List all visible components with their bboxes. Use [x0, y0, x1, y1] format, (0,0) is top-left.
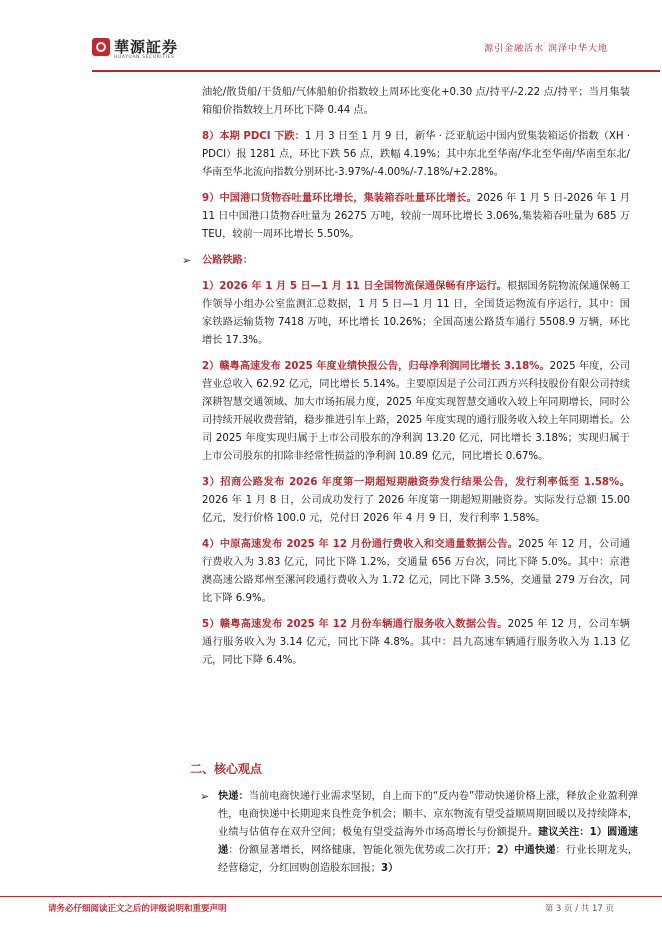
paragraph-item-9 — [202, 190, 630, 244]
express-zto-heading: 2）中通快递 — [496, 845, 556, 856]
road-2-heading: 2）赣粤高速发布 2025 年度业绩快报公告，归母净利润同比增长 3.18%。 — [202, 361, 550, 372]
company-logo-english: HUAYUAN SECURITIES — [114, 55, 175, 60]
express-focus-heading: 建议关注：1）圆通速递 — [218, 827, 638, 856]
express-label: 快递： — [218, 791, 249, 802]
item-9-text: 2026 年 1 月 5 日-2026 年 1 月 11 日中国港口货物吞吐量为 26275 万吨，较前一周环比增长 3.06%,集装箱吞吐量为 685 万 TEU，较前一周环比增长 5.50%。 — [202, 193, 630, 240]
express-text-1: 当前电商快递行业需求坚韧，自上而下的“反内卷”带动快递价格上涨，释放企业盈利弹性，电商快递中长期迎来良性竞争机会；顺丰、京东物流有望受益顺周期回暖以及持续降本，业绩与估值存在双升空间；极兔有望受益海外市场高增长与份额提升。 — [218, 791, 639, 838]
road-rail-bullet — [182, 252, 630, 270]
express-bullet — [200, 788, 639, 878]
road-2-text: 2025 年度，公司营业总收入 62.92 亿元，同比增长 5.14%。主要原因是子公司江西方兴科技股份有限公司持续深耕智慧交通领域、加大市场拓展力度，2025 年度实现智慧交通收入较上年同期增长，同时公司持续开展收费营销，稳步推进引车上路，2025 年度实现的通行服务收入较上年同期增长。公司 2025 年度实现归属于上市公司股东的净利润 13.20 亿元，同比增长 3.18%；实现归属于上市公司股东的扣除非经常性损益的净利润 10.89 亿元，同比增长 0.67%。 — [202, 361, 630, 462]
page-header — [0, 0, 662, 70]
paragraph-item-8 — [202, 128, 630, 182]
express-text-2: ：份额显著增长，网络健康，智能化领先优势或二次打开； — [228, 845, 497, 856]
paragraph-road-1 — [202, 278, 630, 350]
item-8-text: 1 月 3 日至 1 月 9 日，新华 · 泛亚航运中国内贸集装箱运价指数（XH · PDCI）报 1281 点，环比下跌 56 点，跌幅 4.19%；其中东北至华南/华北至华南/华南至东北/华南至华北流向指数分别环比-3.97%/-4.00%/-7.18%/+2.28%。 — [202, 131, 630, 178]
road-3-text: 2026 年 1 月 8 日，公司成功发行了 2026 年度第一期超短期融资券。实际发行总额 15.00 亿元，发行价格 100.0 元，兑付日 2026 年 4 月 9 日，发行利率 1.58%。 — [202, 495, 630, 524]
company-logo-name: 華源証券 — [114, 38, 179, 56]
road-4-text: 2025 年 12 月，公司通行费收入为 3.83 亿元，同比下降 1.2%，交通量 656 万台次，同比下降 5.0%。其中：京港澳高速公路郑州至漯河段通行费收入为 1.72 亿元，同比下降 3.5%，交通量 279 万台次，同比下降 6.9%。 — [202, 539, 630, 604]
paragraph-road-5 — [202, 616, 630, 670]
road-5-text: 2025 年 12 月，公司车辆通行服务收入为 3.14 亿元，同比下降 4.8%。其中：昌九高速车辆通行服务收入为 1.13 亿元，同比下降 6.4%。 — [202, 619, 630, 666]
express-tail: 3） — [381, 863, 399, 874]
road-5-heading: 5）赣粤高速发布 2025 年 12 月份车辆通行服务收入数据公告。 — [202, 619, 508, 630]
footer-disclaimer: 请务必仔细阅读正文之后的评级说明和重要声明 — [48, 904, 227, 914]
core-views-body — [200, 788, 639, 878]
road-rail-heading: 公路铁路： — [202, 255, 253, 266]
road-4-heading: 4）中原高速发布 2025 年 12 月份通行费收入和交通量数据公告。 — [202, 539, 519, 550]
report-body — [182, 84, 631, 678]
bullet-arrow-icon: ➢ — [200, 790, 210, 803]
road-1-text: 根据国务院物流保通保畅工作领导小组办公室监测汇总数据，1 月 5 日—1 月 11 日，全国货运物流有序运行，其中：国家铁路运输货物 7418 万吨，环比增长 10.26%；全国高速公路货车通行 5508.9 万辆，环比增长 17.3%。 — [202, 281, 631, 346]
section-heading-core-views: 二、核心观点 — [190, 762, 263, 776]
express-text-3: ：行业长期龙头，经营稳定，分红回购创造股东回报； — [218, 845, 639, 874]
paragraph-shipping-index: 油轮/散货船/干货船/气体船舶价指数较上周环比变化+0.30 点/持平/-2.22 点/持平；当月集装箱船价指数较上月环比下降 0.44 点。 — [202, 87, 630, 116]
bullet-arrow-icon: ➢ — [182, 254, 192, 267]
company-logo-icon — [92, 38, 110, 56]
header-divider — [92, 70, 660, 72]
item-8-heading: 8）本期 PDCI 下跌： — [202, 131, 305, 142]
header-slogan: 源引金融活水 润泽中华大地 — [484, 44, 608, 54]
paragraph-road-4 — [202, 536, 630, 608]
item-9-heading: 9）中国港口货物吞吐量环比增长，集装箱吞吐量环比增长。 — [202, 193, 477, 204]
paragraph-road-2 — [202, 358, 630, 466]
road-3-heading: 3）招商公路发布 2026 年度第一期超短期融资券发行结果公告，发行利率低至 1.58%。 — [202, 477, 630, 488]
page-number: 第 3 页 / 共 17 页 — [544, 904, 614, 914]
footer-divider — [0, 896, 662, 897]
road-1-heading: 1）2026 年 1 月 5 日—1 月 11 日全国物流保通保畅有序运行。 — [202, 281, 507, 292]
paragraph-road-3 — [202, 474, 630, 528]
